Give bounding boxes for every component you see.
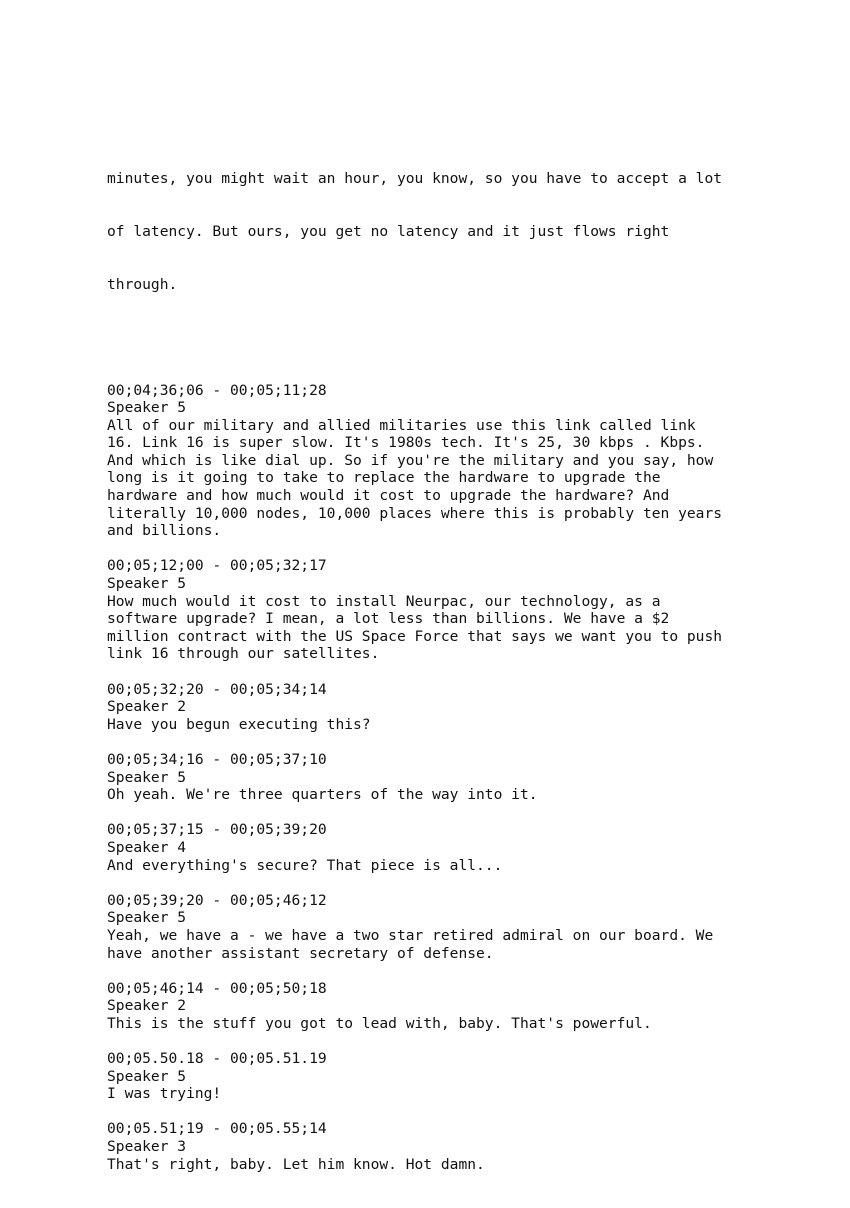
speaker-label: Speaker 5: [107, 909, 187, 927]
continued-paragraph: [107, 135, 807, 329]
utterance-line: How much would it cost to install Neurpac, our technology, as a: [107, 592, 661, 610]
timecode: 00;05;32;20 - 00;05;34;14: [107, 680, 327, 698]
transcript-entry: [107, 892, 807, 962]
speaker-label: Speaker 5: [107, 399, 187, 417]
utterance-line: Oh yeah. We're three quarters of the way into it.: [107, 786, 538, 804]
utterance-line: link 16 through our satellites.: [107, 645, 380, 663]
timecode: 00;04;36;06 - 00;05;11;28: [107, 381, 327, 399]
transcript-page: [107, 100, 807, 1208]
transcript-entry: [107, 681, 807, 734]
timecode: 00;05.51;19 - 00;05.55;14: [107, 1120, 327, 1138]
utterance-line: Have you begun executing this?: [107, 715, 371, 733]
transcript-entry: [107, 980, 807, 1033]
speaker-label: Speaker 5: [107, 768, 187, 786]
transcript-entry: [107, 1050, 807, 1103]
utterance-line: And everything's secure? That piece is all...: [107, 856, 503, 874]
speaker-label: Speaker 2: [107, 698, 187, 716]
utterance-line: And which is like dial up. So if you're the military and you say, how: [107, 451, 714, 469]
utterance-line: All of our military and allied militaries use this link called link: [107, 416, 696, 434]
transcript-entries: [107, 382, 807, 1174]
transcript-entry: [107, 751, 807, 804]
utterance-line: I was trying!: [107, 1085, 222, 1103]
speaker-label: Speaker 5: [107, 575, 187, 593]
speaker-label: Speaker 5: [107, 1067, 187, 1085]
utterance-line: have another assistant secretary of defense.: [107, 944, 494, 962]
timecode: 00;05;46;14 - 00;05;50;18: [107, 979, 327, 997]
transcript-entry: [107, 821, 807, 874]
utterance-line: and billions.: [107, 522, 222, 540]
paragraph-line: minutes, you might wait an hour, you know, so you have to accept a lot: [107, 170, 723, 188]
timecode: 00;05;39;20 - 00;05;46;12: [107, 891, 327, 909]
speaker-label: Speaker 3: [107, 1138, 187, 1156]
utterance-line: million contract with the US Space Force that says we want you to push: [107, 627, 723, 645]
timecode: 00;05;12;00 - 00;05;32;17: [107, 557, 327, 575]
timecode: 00;05;34;16 - 00;05;37;10: [107, 750, 327, 768]
utterance-line: 16. Link 16 is super slow. It's 1980s tech. It's 25, 30 kbps . Kbps.: [107, 434, 705, 452]
utterance-line: hardware and how much would it cost to upgrade the hardware? And: [107, 487, 670, 505]
transcript-entry: [107, 382, 807, 540]
timecode: 00;05.50.18 - 00;05.51.19: [107, 1050, 327, 1068]
speaker-label: Speaker 2: [107, 997, 187, 1015]
speaker-label: Speaker 4: [107, 838, 187, 856]
utterance-line: long is it going to take to replace the hardware to upgrade the: [107, 469, 661, 487]
utterance-line: This is the stuff you got to lead with, baby. That's powerful.: [107, 1014, 652, 1032]
transcript-entry: [107, 1120, 807, 1173]
paragraph-line: of latency. But ours, you get no latency and it just flows right: [107, 223, 670, 241]
timecode: 00;05;37;15 - 00;05;39;20: [107, 821, 327, 839]
utterance-line: That's right, baby. Let him know. Hot damn.: [107, 1155, 485, 1173]
utterance-line: software upgrade? I mean, a lot less than billions. We have a $2: [107, 610, 670, 628]
transcript-entry: [107, 557, 807, 663]
utterance-line: Yeah, we have a - we have a two star retired admiral on our board. We: [107, 926, 714, 944]
utterance-line: literally 10,000 nodes, 10,000 places where this is probably ten years: [107, 504, 723, 522]
paragraph-line: through.: [107, 275, 178, 293]
